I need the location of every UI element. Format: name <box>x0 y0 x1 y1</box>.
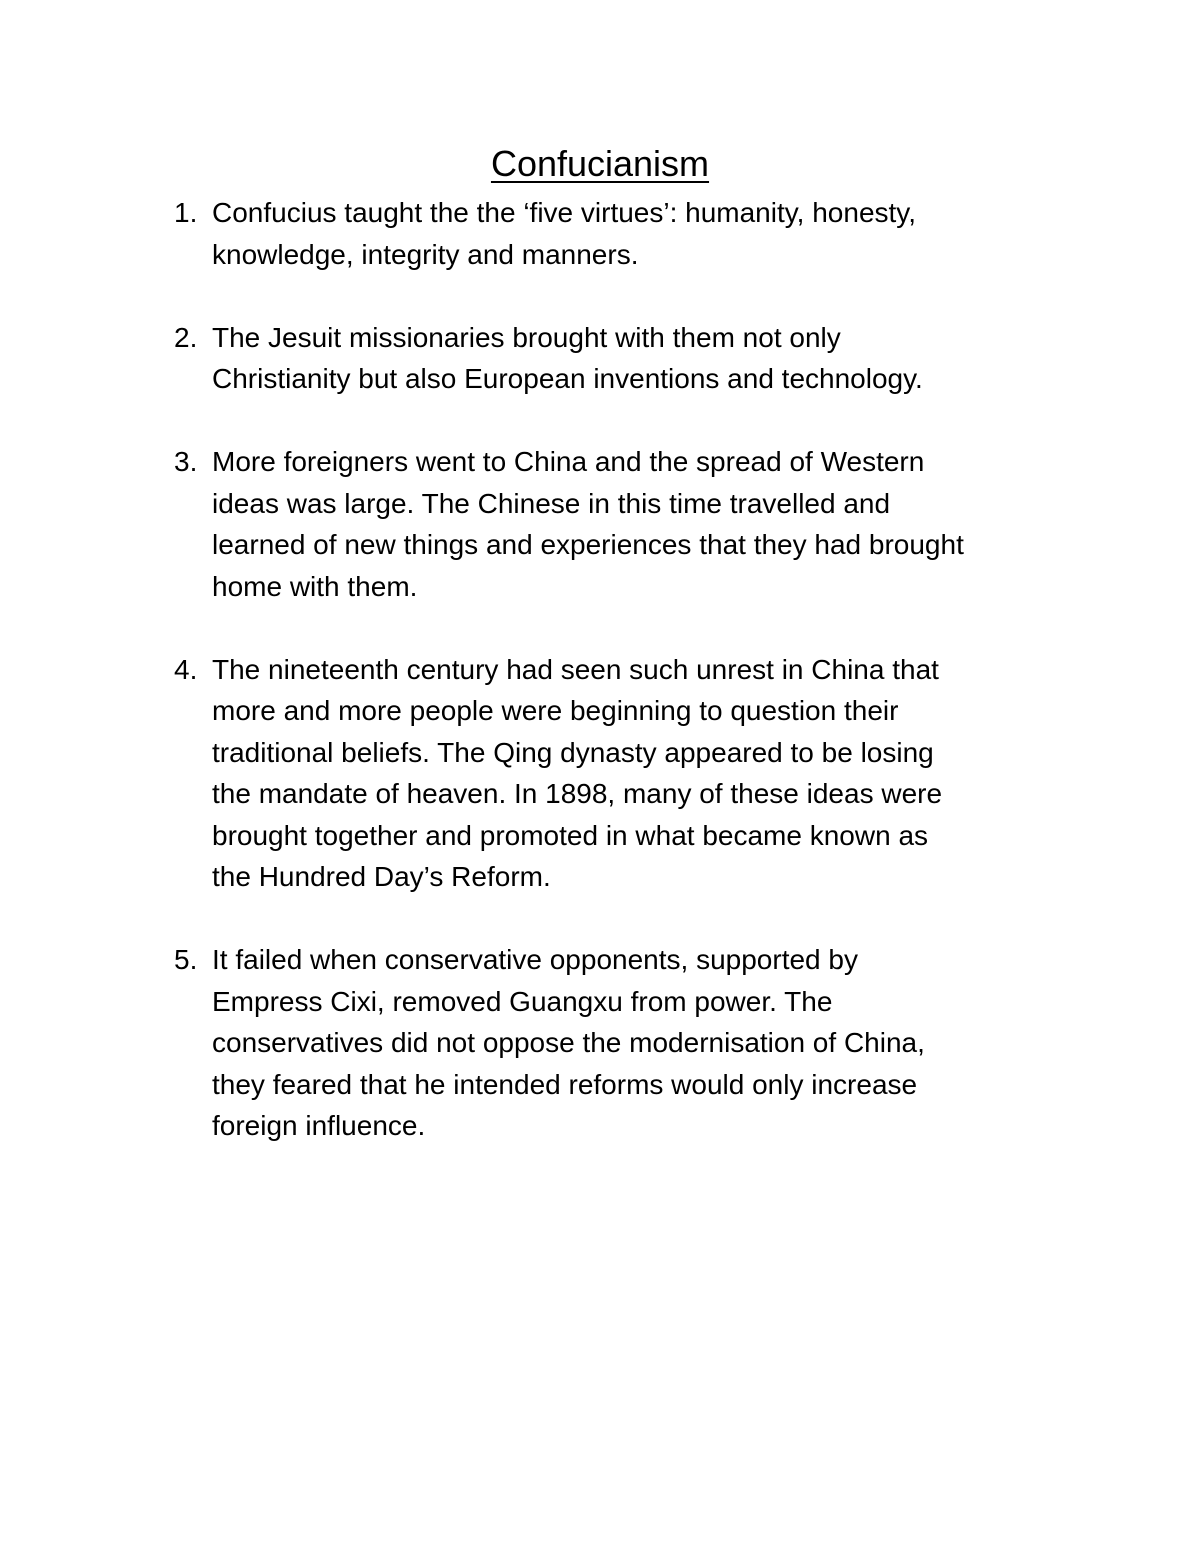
list-item-number: 4. <box>174 653 198 685</box>
list-item-text <box>212 939 1074 1147</box>
list-item <box>174 649 1074 898</box>
list-item-text <box>212 317 1074 400</box>
list-item-number: 3. <box>174 446 198 477</box>
page-title-text: Confucianism <box>490 143 710 184</box>
text-line: ideas was large. The Chinese in this time travelled and <box>212 487 891 519</box>
text-line: they feared that he intended reforms would only increase <box>212 1068 918 1100</box>
text-line: Empress Cixi, removed Guangxu from power. The <box>212 985 833 1017</box>
list-item-text <box>212 192 1074 275</box>
numbered-list <box>174 192 1074 1188</box>
list-item <box>174 192 1074 275</box>
list-item-text <box>212 649 1074 898</box>
page-title <box>0 140 1200 188</box>
text-line: The Jesuit missionaries brought with them not only <box>212 321 841 353</box>
text-line: foreign influence. <box>212 1110 426 1141</box>
text-line: traditional beliefs. The Qing dynasty appeared to be losing <box>212 736 934 768</box>
text-line: home with them. <box>212 570 418 602</box>
text-line: the mandate of heaven. In 1898, many of these ideas were <box>212 778 943 809</box>
text-line: learned of new things and experiences that they had brought <box>212 529 964 560</box>
list-item-number: 2. <box>174 321 198 353</box>
text-line: the Hundred Day’s Reform. <box>212 861 551 892</box>
text-line: Confucius taught the the ‘five virtues’: humanity, honesty, <box>212 197 917 228</box>
list-item <box>174 317 1074 400</box>
list-item-number: 1. <box>174 197 198 228</box>
list-item-text <box>212 441 1074 607</box>
text-line: knowledge, integrity and manners. <box>212 238 639 270</box>
list-item-number: 5. <box>174 944 198 975</box>
text-line: more and more people were beginning to question their <box>212 695 899 726</box>
text-line: Christianity but also European inventions and technology. <box>212 363 923 394</box>
list-item <box>174 939 1074 1147</box>
text-line: brought together and promoted in what became known as <box>212 819 929 851</box>
list-item <box>174 441 1074 607</box>
text-line: conservatives did not oppose the modernisation of China, <box>212 1027 925 1058</box>
text-line: The nineteenth century had seen such unrest in China that <box>212 653 939 685</box>
text-line: It failed when conservative opponents, supported by <box>212 944 858 975</box>
text-line: More foreigners went to China and the spread of Western <box>212 446 925 477</box>
